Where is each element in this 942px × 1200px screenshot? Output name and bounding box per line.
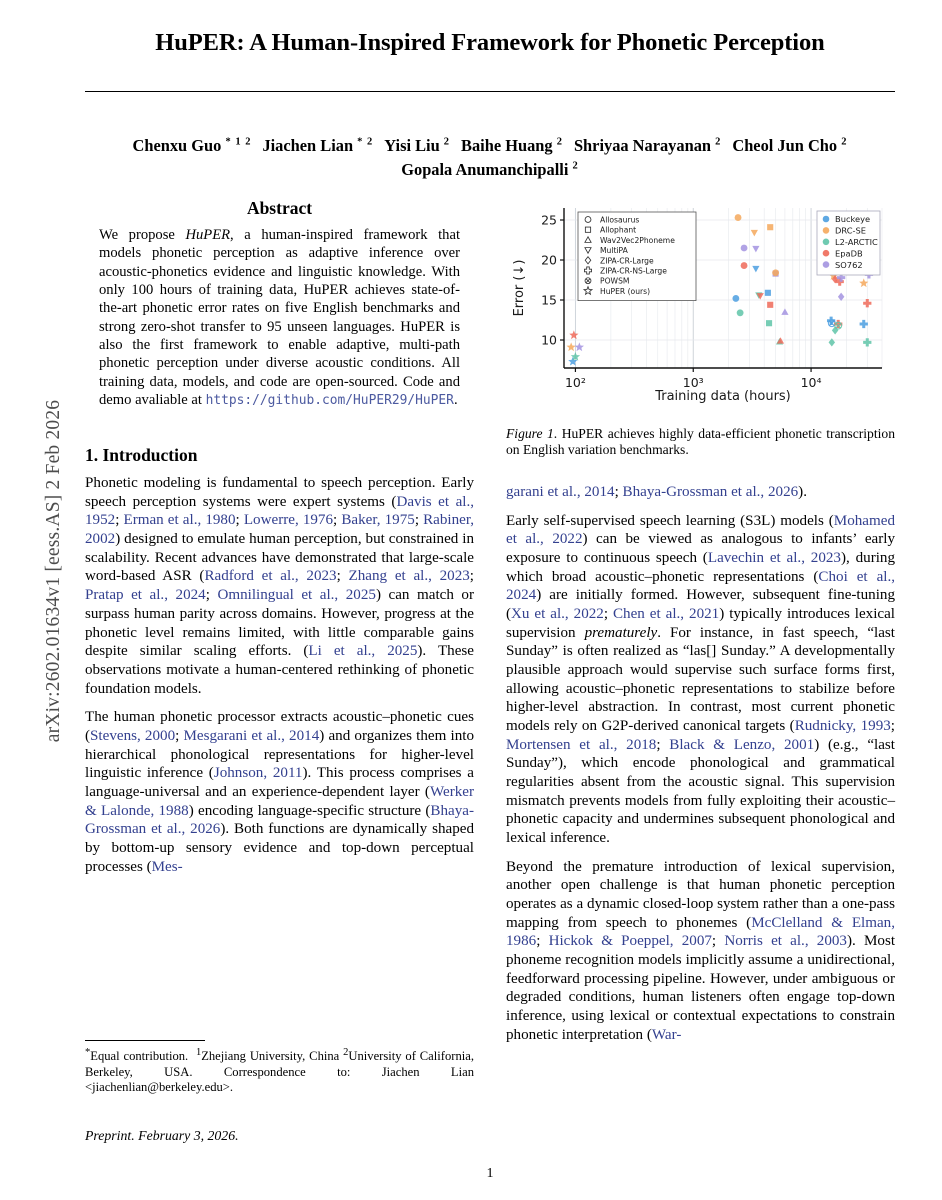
arxiv-stamp: arXiv:2602.01634v1 [eess.AS] 2 Feb 2026 (43, 399, 64, 743)
marker-legend-label: ZIPA-CR-Large (600, 256, 654, 266)
left-column (85, 198, 474, 1054)
marker-legend-label: Allosaurus (600, 215, 640, 225)
emphasis-text: prematurely (584, 624, 658, 641)
body-text: Beyond the premature introduction of lexical supervision, another open challenge is that human phonetic perception operates as a dynamic closed-loop system rather than a one-pass mapping from speech to phonemes ( (506, 858, 895, 931)
citation-link[interactable]: Werker & Lalonde, 1988 (85, 783, 474, 819)
abstract-part-1: We propose (99, 227, 186, 243)
color-legend (817, 211, 880, 275)
footnote-block (85, 1040, 474, 1096)
right-paragraph-2 (506, 858, 895, 1045)
body-text: ; (205, 587, 218, 604)
author-affiliation-marks: * 2 (357, 136, 374, 148)
footnote-sup-1: 1 (195, 1046, 202, 1058)
body-text: . For instance, in fast speech, “last Sunday” is often realized as “las[] Sunday.” A developmentally plausible approach would supervise such surface forms first, allowing acoustic–phonetic representations to stabilize before higher-level abstraction. In contrast, most current phonetic models rely on G2P-derived canonical targets ( (506, 624, 895, 734)
body-text: ; (603, 605, 613, 622)
legend-color-swatch (823, 250, 830, 257)
citation-link[interactable]: Hickok & Poeppel, 2007 (548, 933, 712, 950)
marker-legend-label: Allophant (600, 225, 637, 235)
two-column-body (85, 198, 895, 1054)
x-tick-label: 10⁴ (800, 375, 822, 390)
section-heading-introduction: 1. Introduction (85, 445, 198, 466)
author-name: Cheol Jun Cho $^2$ (732, 136, 848, 156)
abstract-part-2: , a human-inspired framework that models phonetic perception as adaptive inference over acoustic-phonetics evidence and linguistic knowledge. With only 100 hours of training data, HuPER achieves state-of-the-art phonetic error rates on five English benchmarks and strong zero-shot transfer to 95 unseen languages. HuPER is also the first framework to enable adaptive, multi-path phonetic perception under diverse acoustic conditions. All training data, models, and code are open-sourced. Code and demo avaliable at (99, 227, 460, 408)
citation-link[interactable]: Bhaya-Grossman et al., 2026 (622, 483, 799, 500)
author-name: Jiachen Lian $^{* 2}$ (262, 136, 374, 156)
marker-legend-label: POWSM (600, 276, 630, 286)
right-paragraph-1 (506, 512, 895, 848)
color-legend-label: DRC-SE (835, 225, 867, 236)
color-legend-label: L2-ARCTIC (835, 237, 878, 247)
figure-caption-text: . HuPER achieves highly data-efficient phonetic transcription on English variation benchmarks. (506, 426, 895, 458)
body-text: ). (798, 483, 807, 500)
scatter-plot (506, 200, 895, 415)
legend-color-swatch (823, 239, 830, 246)
data-point-square (767, 302, 773, 308)
data-point-circle (741, 262, 748, 269)
author-affiliation-marks: 2 (556, 136, 563, 148)
body-text: ) are initially formed. However, subsequent fine-tuning ( (506, 587, 895, 622)
abstract-text (99, 226, 460, 409)
author-name: Baihe Huang $^2$ (461, 136, 563, 156)
citation-link[interactable]: Baker, 1975 (341, 512, 415, 529)
body-text: ; (414, 512, 424, 529)
page-number: 1 (486, 1166, 494, 1181)
color-legend-label: SO762 (835, 259, 863, 270)
marker-legend (578, 212, 696, 301)
citation-link[interactable]: Davis et al., 1952 (85, 493, 475, 529)
page-title: HuPER: A Human-Inspired Framework for Phonetic Perception (155, 29, 825, 56)
data-point-square (765, 290, 771, 296)
data-point-square (767, 224, 773, 230)
body-text: ; (614, 483, 623, 500)
figure-caption-label: Figure 1 (506, 426, 554, 441)
footnote-seg-2: Zhejiang University, China (201, 1048, 340, 1063)
citation-link[interactable]: Lavechin et al., 2023 (707, 549, 841, 566)
citation-link[interactable]: Rudnicky, 1993 (794, 717, 891, 734)
citation-link[interactable]: Norris et al., 2003 (724, 933, 847, 950)
data-point-circle (735, 214, 742, 221)
body-text: Phonetic modeling is fundamental to speech perception. Early speech perception systems were expert systems ( (85, 475, 474, 510)
citation-link[interactable]: Erman et al., 1980 (123, 512, 236, 529)
color-legend-label: EpaDB (835, 248, 863, 259)
data-point-circle (732, 295, 739, 302)
marker-legend-label: MultiPA (600, 246, 628, 256)
legend-color-swatch (823, 227, 830, 234)
citation-link[interactable]: Xu et al., 2022 (511, 605, 604, 622)
citation-link[interactable]: Rabiner, 2002 (85, 512, 475, 548)
author-affiliation-marks: 2 (841, 136, 848, 148)
intro-paragraph-2 (85, 708, 474, 876)
body-text: ) designed to emulate human perception, but constrained in scalability. Recent advances have demonstrated that large-scale word-based ASR ( (85, 531, 474, 585)
citation-link[interactable]: War- (651, 1026, 682, 1043)
author-affiliation-marks: 2 (715, 136, 722, 148)
figure-caption (506, 426, 895, 459)
y-tick-label: 20 (541, 252, 557, 268)
citation-link[interactable]: Mesgarani et al., 2014 (183, 727, 320, 744)
figure-1 (506, 200, 895, 459)
citation-link[interactable]: Bhaya-Grossman et al., 2026 (85, 802, 475, 838)
body-text: The human phonetic processor extracts acoustic–phonetic cues ( (85, 709, 474, 744)
legend-color-swatch (823, 261, 830, 268)
y-tick-label: 15 (541, 292, 557, 308)
citation-link[interactable]: Radford et al., 2023 (204, 568, 337, 585)
data-point-circle (741, 245, 748, 252)
body-text: ) and organizes them into hierarchical phonological representations for higher-level linguistic inference ( (85, 727, 474, 782)
preprint-line: Preprint. February 3, 2026. (85, 1128, 239, 1143)
footnote-seg-3: University of California, Berkeley, USA. Correspondence to: Jiachen Lian <jiachenlian@berkeley.edu>. (85, 1048, 474, 1095)
right-column (506, 198, 895, 1054)
citation-link[interactable]: Choi et al., 2024 (506, 568, 896, 604)
author-affiliation-marks: 2 (572, 160, 579, 172)
abstract-block (85, 198, 474, 409)
body-text: ). Most phoneme recognition models implicitly assume a unidirectional, feedforward processing pipeline. However, under ambiguous or degraded conditions, human listeners often engage top-down inference, using lexical or contextual expectations to constrain phonetic interpretation ( (506, 933, 896, 1043)
body-text: ) typically introduces lexical supervision (506, 605, 895, 641)
citation-link[interactable]: Stevens, 2000 (90, 727, 176, 744)
citation-link[interactable]: McClelland & Elman, 1986 (506, 914, 895, 950)
citation-link[interactable]: Zhang et al., 2023 (348, 568, 470, 585)
author-affiliation-marks: 2 (443, 136, 451, 148)
body-text: ), during which broad acoustic–phonetic representations ( (506, 549, 896, 585)
intro-paragraph-1 (85, 474, 474, 698)
abstract-url-line-2[interactable]: com/HuPER29/HuPER (322, 392, 454, 408)
author-name: Yisi Liu $^2$ (384, 136, 451, 156)
citation-link[interactable]: Li et al., 2025 (308, 643, 418, 660)
right-paragraph-0 (506, 483, 895, 502)
body-text: ; (536, 933, 549, 950)
abstract-part-3: . (453, 391, 458, 408)
citation-link[interactable]: Pratap et al., 2024 (85, 587, 206, 604)
citation-link[interactable]: Mortensen et al., 2018 (506, 736, 657, 753)
x-tick-label: 10³ (682, 375, 704, 390)
x-axis-label: Training data (hours) (655, 389, 791, 404)
abstract-url-line-1[interactable]: https://github. (205, 392, 322, 408)
citation-link[interactable]: garani et al., 2014 (506, 483, 615, 500)
data-point-square (766, 320, 772, 326)
citation-link[interactable]: Chen et al., 2021 (612, 605, 720, 622)
body-text: ). These observations motivate a human-centered rethinking of phonetic foundation models. (85, 643, 474, 697)
body-text: ). Both functions are dynamically shaped by bottom-up sensory evidence and top-down perceptual processes ( (85, 821, 474, 875)
color-legend-label: Buckeye (835, 214, 871, 225)
marker-legend-label: Wav2Vec2Phoneme (600, 235, 675, 245)
marker-legend-label: ZIPA-CR-NS-Large (600, 266, 667, 276)
abstract-italic-huper: HuPER (185, 227, 231, 243)
body-text: ; (235, 512, 244, 529)
author-name: Shriyaa Narayanan $^2$ (573, 136, 722, 156)
citation-link[interactable]: Johnson, 2011 (213, 765, 303, 782)
citation-link[interactable]: Mes- (151, 858, 183, 875)
y-tick-label: 10 (541, 332, 557, 348)
x-tick-label: 10² (564, 375, 586, 390)
abstract-heading: Abstract (246, 198, 313, 218)
footnote-text (85, 1046, 474, 1096)
citation-link[interactable]: Omnilingual et al., 2025 (217, 587, 376, 604)
footnote-sup-2: 2 (343, 1046, 349, 1058)
body-text: ; (333, 512, 342, 529)
body-text: ) (e.g., “last Sunday”), which encode phonological and grammatical regularities absent from the acoustic signal. This supervision mismatch prevents models from fully exploiting their acoustic–phonetic capacity and undermines subsequent phonological and lexical inference. (506, 736, 895, 846)
paper-page (85, 0, 895, 1200)
y-tick-label: 25 (541, 212, 557, 228)
citation-link[interactable]: Black & Lenzo, 2001 (669, 736, 815, 753)
author-affiliation-marks: * 1 2 (225, 136, 252, 148)
footnote-seg-1: Equal contribution. (90, 1048, 189, 1063)
author-list (85, 134, 895, 182)
body-text: ) can be viewed as analogous to infants’ early exposure to continuous speech ( (506, 531, 895, 566)
data-point-circle (737, 309, 744, 316)
body-text: ; (890, 717, 895, 734)
legend-color-swatch (823, 216, 830, 223)
citation-link[interactable]: Lowerre, 1976 (243, 512, 334, 529)
y-axis-label: Error (↓) (512, 259, 527, 317)
body-text: ). This process comprises a language-universal and an experience-dependent layer ( (85, 765, 474, 800)
body-text: ) can match or surpass human parity across domains. However, progress at the phonetic level remains limited, with little comparable gains despite similar scaling efforts. ( (85, 587, 474, 660)
footnote-rule (85, 1040, 205, 1041)
citation-link[interactable]: Mohamed et al., 2022 (506, 512, 895, 548)
author-line-2 (85, 158, 895, 182)
title-rule (85, 91, 895, 92)
footnote-star: * (85, 1046, 91, 1058)
body-text: ; (336, 568, 349, 585)
author-name: Chenxu Guo $^{* 1 2}$ (132, 136, 252, 156)
author-name: Gopala Anumanchipalli $^2$ (401, 160, 579, 180)
author-line-1 (85, 134, 895, 158)
body-text: ; (711, 933, 725, 950)
marker-legend-label: HuPER (ours) (600, 286, 651, 296)
body-text: ; (656, 736, 670, 753)
body-text: Early self-supervised speech learning (S3L) models ( (506, 512, 834, 529)
body-text: ; (469, 568, 474, 585)
body-text: ) encoding language-specific structure ( (188, 802, 431, 819)
body-text: ; (175, 727, 184, 744)
body-text: ; (115, 512, 124, 529)
data-point-circle (772, 269, 779, 276)
